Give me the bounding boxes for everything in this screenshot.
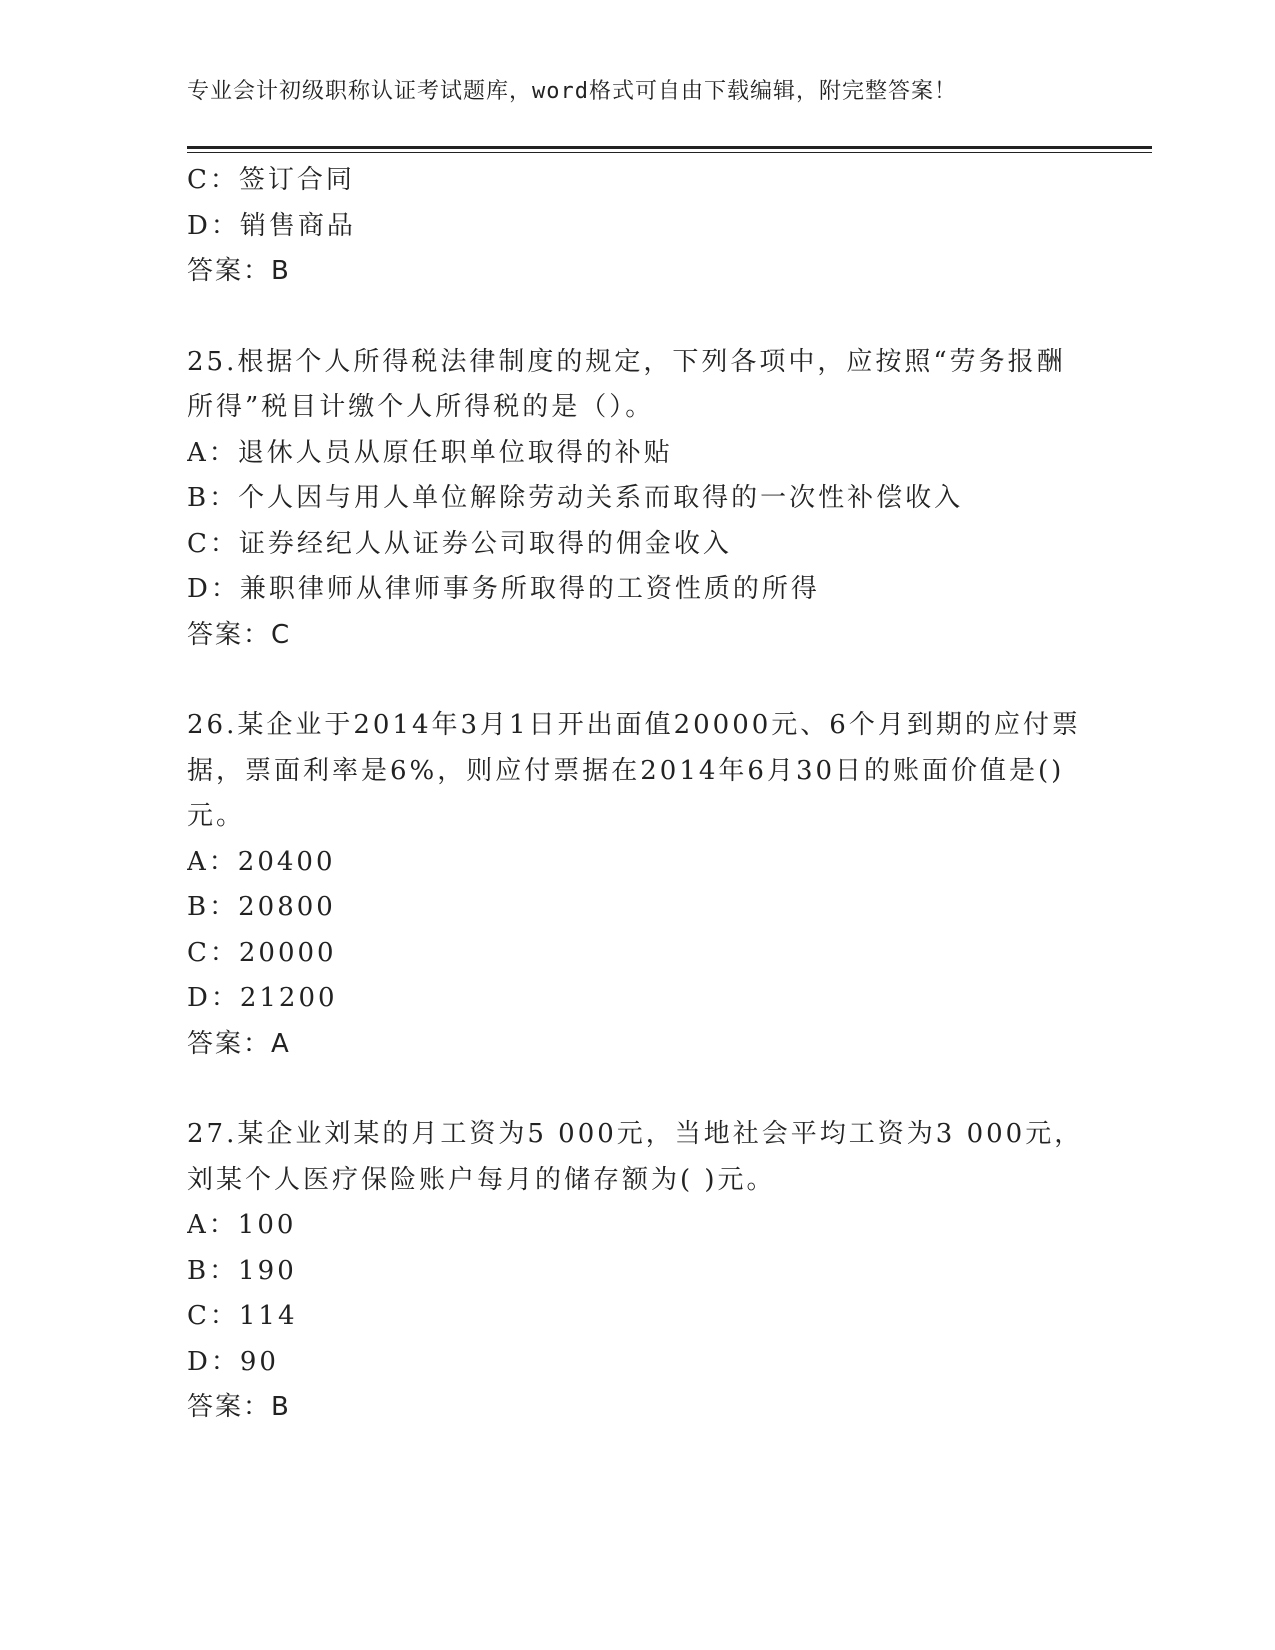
question-list — [187, 158, 1087, 1431]
header-rule-thick — [187, 146, 1152, 149]
option-c: C：20000 — [187, 937, 337, 968]
option-c: C：114 — [187, 1301, 298, 1331]
option-b: B：20800 — [187, 892, 336, 922]
question-stem-line: 据，票面利率是6%，则应付票据在2014年6月30日的账面价值是() — [187, 755, 1065, 786]
question-25 — [187, 340, 1087, 659]
option-d: D：销售商品 — [187, 210, 356, 241]
question-26 — [187, 703, 1087, 1067]
previous-question-tail — [187, 158, 1087, 295]
option-c: C：证券经纪人从证券公司取得的佣金收入 — [187, 528, 732, 559]
answer: 答案：A — [187, 1028, 291, 1059]
page-header: 专业会计初级职称认证考试题库，word格式可自由下载编辑，附完整答案！ — [187, 79, 957, 104]
question-stem-line: 27.某企业刘某的月工资为5 000元，当地社会平均工资为3 000元， — [187, 1119, 1084, 1149]
option-d: D：90 — [187, 1346, 279, 1377]
answer: 答案：C — [187, 619, 292, 650]
option-b: B：190 — [187, 1255, 297, 1286]
question-stem-line: 刘某个人医疗保险账户每月的储存额为( )元。 — [187, 1164, 776, 1195]
option-c: C：签订合同 — [187, 165, 355, 195]
question-stem-line: 25.根据个人所得税法律制度的规定，下列各项中，应按照“劳务报酬 — [187, 346, 1066, 377]
option-d: D：21200 — [187, 983, 338, 1013]
header-rule-thin — [187, 152, 1152, 153]
answer: 答案：B — [187, 1392, 291, 1422]
option-a: A：100 — [187, 1210, 297, 1240]
question-stem-line: 元。 — [187, 801, 246, 831]
question-27 — [187, 1112, 1087, 1431]
spacer — [187, 295, 1087, 340]
answer: 答案：B — [187, 256, 291, 286]
question-stem-line: 所得”税目计缴个人所得税的是（）。 — [187, 392, 655, 422]
spacer — [187, 1067, 1087, 1112]
option-a: A：退休人员从原任职单位取得的补贴 — [187, 437, 673, 468]
option-b: B：个人因与用人单位解除劳动关系而取得的一次性补偿收入 — [187, 483, 964, 513]
option-a: A：20400 — [187, 846, 336, 877]
spacer — [187, 658, 1087, 703]
option-d: D：兼职律师从律师事务所取得的工资性质的所得 — [187, 574, 820, 604]
question-stem-line: 26.某企业于2014年3月1日开出面值20000元、6个月到期的应付票 — [187, 710, 1081, 740]
